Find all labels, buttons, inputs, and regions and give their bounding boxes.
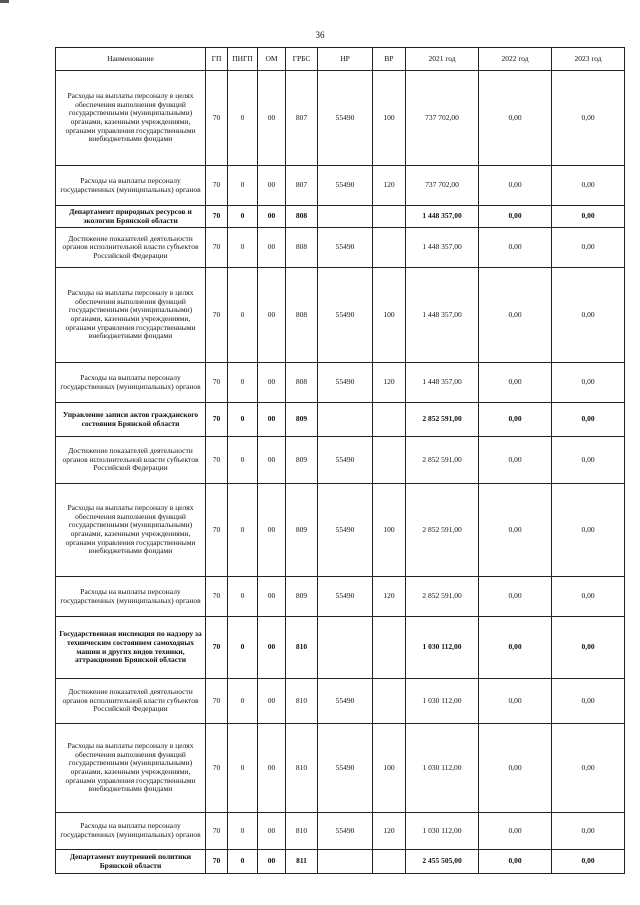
cell-vr [373, 228, 406, 268]
cell-name: Расходы на выплаты персоналу государственных (муниципальных) органов [56, 577, 206, 617]
cell-2022: 0,00 [479, 363, 552, 403]
cell-2022: 0,00 [479, 437, 552, 484]
cell-2023: 0,00 [552, 206, 625, 228]
cell-vr [373, 437, 406, 484]
table-row [56, 268, 625, 363]
header-pngp: ПНГП [228, 48, 258, 71]
cell-om: 00 [258, 484, 286, 577]
cell-name: Расходы на выплаты персоналу в целях обеспечения выполнения функций государственными (муниципальными) органами, казенными учреждениями, органами управления государственными внебюджетными фондами [56, 268, 206, 363]
cell-2021: 1 030 112,00 [406, 724, 479, 813]
cell-2023: 0,00 [552, 268, 625, 363]
cell-2021: 2 852 591,00 [406, 577, 479, 617]
cell-nr [318, 850, 373, 874]
cell-pngp: 0 [228, 166, 258, 206]
cell-grbs: 810 [286, 617, 318, 679]
cell-2022: 0,00 [479, 813, 552, 850]
page-number: 36 [315, 30, 325, 40]
cell-vr [373, 206, 406, 228]
cell-name: Достижение показателей деятельности органов исполнительной власти субъектов Российской Федерации [56, 228, 206, 268]
cell-2023: 0,00 [552, 166, 625, 206]
cell-grbs: 811 [286, 850, 318, 874]
cell-grbs: 808 [286, 268, 318, 363]
cell-pngp: 0 [228, 268, 258, 363]
cell-nr: 55490 [318, 71, 373, 166]
table-header-row [56, 48, 625, 71]
cell-pngp: 0 [228, 403, 258, 437]
cell-2021: 1 030 112,00 [406, 617, 479, 679]
cell-om: 00 [258, 268, 286, 363]
cell-2022: 0,00 [479, 71, 552, 166]
cell-nr: 55490 [318, 484, 373, 577]
cell-grbs: 810 [286, 813, 318, 850]
cell-2023: 0,00 [552, 403, 625, 437]
table-row [56, 813, 625, 850]
cell-pngp: 0 [228, 679, 258, 724]
cell-grbs: 808 [286, 228, 318, 268]
cell-2023: 0,00 [552, 850, 625, 874]
cell-om: 00 [258, 577, 286, 617]
cell-pngp: 0 [228, 813, 258, 850]
table-row [56, 577, 625, 617]
table-row [56, 437, 625, 484]
cell-om: 00 [258, 617, 286, 679]
cell-om: 00 [258, 724, 286, 813]
header-2021: 2021 год [406, 48, 479, 71]
cell-om: 00 [258, 228, 286, 268]
cell-nr [318, 403, 373, 437]
cell-gp: 70 [206, 403, 228, 437]
cell-pngp: 0 [228, 437, 258, 484]
cell-2023: 0,00 [552, 813, 625, 850]
cell-pngp: 0 [228, 206, 258, 228]
cell-name: Департамент природных ресурсов и экологии Брянской области [56, 206, 206, 228]
cell-pngp: 0 [228, 363, 258, 403]
cell-2022: 0,00 [479, 617, 552, 679]
table-row [56, 206, 625, 228]
cell-2023: 0,00 [552, 484, 625, 577]
cell-2022: 0,00 [479, 850, 552, 874]
cell-name: Расходы на выплаты персоналу государственных (муниципальных) органов [56, 166, 206, 206]
table-row [56, 228, 625, 268]
cell-gp: 70 [206, 437, 228, 484]
cell-gp: 70 [206, 228, 228, 268]
cell-pngp: 0 [228, 577, 258, 617]
table-row [56, 484, 625, 577]
cell-nr: 55490 [318, 679, 373, 724]
cell-2023: 0,00 [552, 71, 625, 166]
cell-nr: 55490 [318, 228, 373, 268]
cell-pngp: 0 [228, 228, 258, 268]
table-row [56, 166, 625, 206]
cell-2022: 0,00 [479, 403, 552, 437]
cell-vr: 100 [373, 724, 406, 813]
cell-2021: 1 448 357,00 [406, 206, 479, 228]
table-row [56, 71, 625, 166]
cell-pngp: 0 [228, 484, 258, 577]
cell-name: Расходы на выплаты персоналу в целях обеспечения выполнения функций государственными (муниципальными) органами, казенными учреждениями, органами управления государственными внебюджетными фондами [56, 71, 206, 166]
cell-2023: 0,00 [552, 228, 625, 268]
cell-2022: 0,00 [479, 206, 552, 228]
cell-2023: 0,00 [552, 617, 625, 679]
cell-2022: 0,00 [479, 228, 552, 268]
cell-2023: 0,00 [552, 363, 625, 403]
cell-2023: 0,00 [552, 679, 625, 724]
cell-2023: 0,00 [552, 577, 625, 617]
cell-om: 00 [258, 850, 286, 874]
cell-pngp: 0 [228, 850, 258, 874]
header-2022: 2022 год [479, 48, 552, 71]
cell-nr: 55490 [318, 813, 373, 850]
header-2023: 2023 год [552, 48, 625, 71]
cell-name: Расходы на выплаты персоналу в целях обеспечения выполнения функций государственными (муниципальными) органами, казенными учреждениями, органами управления государственными внебюджетными фондами [56, 724, 206, 813]
cell-vr: 120 [373, 166, 406, 206]
cell-2021: 1 030 112,00 [406, 813, 479, 850]
table-body [56, 71, 625, 874]
cell-nr: 55490 [318, 724, 373, 813]
cell-name: Расходы на выплаты персоналу государственных (муниципальных) органов [56, 363, 206, 403]
cell-om: 00 [258, 437, 286, 484]
cell-2022: 0,00 [479, 268, 552, 363]
cell-2021: 1 448 357,00 [406, 268, 479, 363]
cell-2021: 2 455 505,00 [406, 850, 479, 874]
cell-2021: 1 448 357,00 [406, 228, 479, 268]
cell-2021: 2 852 591,00 [406, 437, 479, 484]
cell-gp: 70 [206, 850, 228, 874]
cell-2021: 737 702,00 [406, 166, 479, 206]
table-row [56, 679, 625, 724]
cell-vr [373, 403, 406, 437]
cell-gp: 70 [206, 577, 228, 617]
cell-vr: 100 [373, 268, 406, 363]
table-row [56, 850, 625, 874]
header-om: ОМ [258, 48, 286, 71]
table-row [56, 403, 625, 437]
cell-2022: 0,00 [479, 166, 552, 206]
cell-2022: 0,00 [479, 484, 552, 577]
cell-nr: 55490 [318, 437, 373, 484]
cell-nr [318, 206, 373, 228]
cell-om: 00 [258, 679, 286, 724]
cell-vr: 100 [373, 71, 406, 166]
cell-name: Расходы на выплаты персоналу государственных (муниципальных) органов [56, 813, 206, 850]
cell-vr [373, 617, 406, 679]
cell-gp: 70 [206, 724, 228, 813]
cell-gp: 70 [206, 617, 228, 679]
cell-2021: 737 702,00 [406, 71, 479, 166]
cell-gp: 70 [206, 363, 228, 403]
scan-artifact [0, 0, 9, 3]
cell-grbs: 810 [286, 679, 318, 724]
cell-grbs: 808 [286, 206, 318, 228]
cell-om: 00 [258, 403, 286, 437]
cell-grbs: 807 [286, 71, 318, 166]
cell-grbs: 809 [286, 577, 318, 617]
cell-nr: 55490 [318, 363, 373, 403]
header-grbs: ГРБС [286, 48, 318, 71]
cell-2021: 1 030 112,00 [406, 679, 479, 724]
cell-gp: 70 [206, 166, 228, 206]
cell-2022: 0,00 [479, 724, 552, 813]
cell-vr: 120 [373, 813, 406, 850]
cell-nr: 55490 [318, 166, 373, 206]
cell-grbs: 809 [286, 484, 318, 577]
table-row [56, 724, 625, 813]
header-gp: ГП [206, 48, 228, 71]
cell-om: 00 [258, 813, 286, 850]
cell-grbs: 809 [286, 403, 318, 437]
cell-om: 00 [258, 71, 286, 166]
header-nr: НР [318, 48, 373, 71]
cell-2021: 2 852 591,00 [406, 403, 479, 437]
cell-om: 00 [258, 363, 286, 403]
cell-gp: 70 [206, 206, 228, 228]
cell-nr: 55490 [318, 577, 373, 617]
cell-nr [318, 617, 373, 679]
cell-nr: 55490 [318, 268, 373, 363]
header-vr: ВР [373, 48, 406, 71]
cell-name: Расходы на выплаты персоналу в целях обеспечения выполнения функций государственными (муниципальными) органами, казенными учреждениями, органами управления государственными внебюджетными фондами [56, 484, 206, 577]
cell-gp: 70 [206, 679, 228, 724]
cell-2021: 2 852 591,00 [406, 484, 479, 577]
cell-vr: 100 [373, 484, 406, 577]
cell-vr [373, 679, 406, 724]
cell-grbs: 807 [286, 166, 318, 206]
cell-gp: 70 [206, 813, 228, 850]
cell-om: 00 [258, 166, 286, 206]
table-row [56, 363, 625, 403]
cell-om: 00 [258, 206, 286, 228]
budget-table [55, 47, 625, 874]
cell-name: Департамент внутренней политики Брянской области [56, 850, 206, 874]
cell-grbs: 809 [286, 437, 318, 484]
cell-pngp: 0 [228, 724, 258, 813]
cell-2021: 1 448 357,00 [406, 363, 479, 403]
cell-gp: 70 [206, 268, 228, 363]
cell-name: Государственная инспекция по надзору за техническим состоянием самоходных машин и других видов техники, аттракционов Брянской области [56, 617, 206, 679]
cell-2023: 0,00 [552, 437, 625, 484]
cell-vr: 120 [373, 577, 406, 617]
cell-name: Достижение показателей деятельности органов исполнительной власти субъектов Российской Федерации [56, 437, 206, 484]
cell-vr: 120 [373, 363, 406, 403]
cell-2023: 0,00 [552, 724, 625, 813]
header-name: Наименование [56, 48, 206, 71]
table-row [56, 617, 625, 679]
cell-pngp: 0 [228, 617, 258, 679]
cell-gp: 70 [206, 484, 228, 577]
cell-name: Управление записи актов гражданского состояния Брянской области [56, 403, 206, 437]
cell-2022: 0,00 [479, 679, 552, 724]
cell-2022: 0,00 [479, 577, 552, 617]
cell-grbs: 808 [286, 363, 318, 403]
cell-gp: 70 [206, 71, 228, 166]
cell-vr [373, 850, 406, 874]
cell-grbs: 810 [286, 724, 318, 813]
cell-pngp: 0 [228, 71, 258, 166]
cell-name: Достижение показателей деятельности органов исполнительной власти субъектов Российской Федерации [56, 679, 206, 724]
